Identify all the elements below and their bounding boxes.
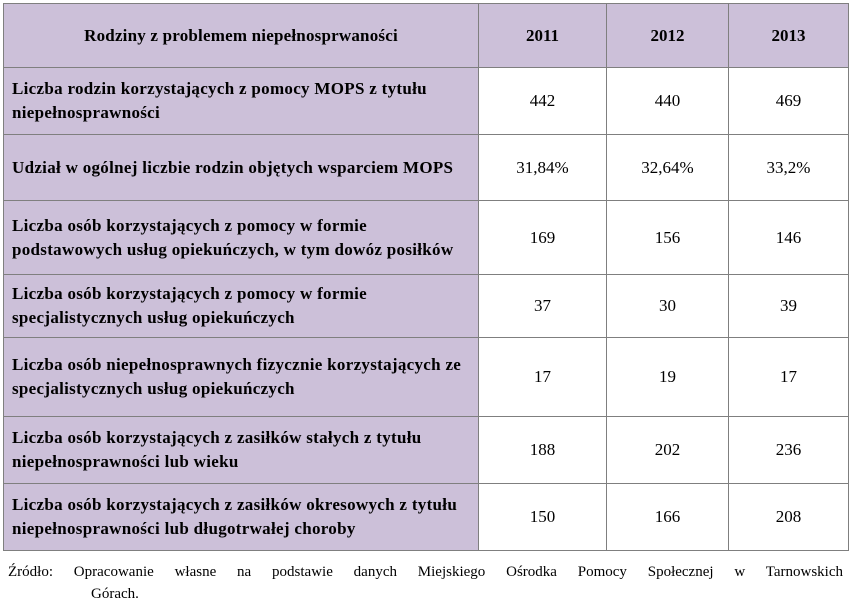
table-header-year: 2012 — [607, 4, 729, 68]
row-value: 442 — [479, 68, 607, 135]
table-header-row — [4, 4, 849, 68]
row-value: 156 — [607, 201, 729, 275]
row-label: Liczba osób korzystających z zasiłków okresowych z tytułu niepełnosprawności lub długotrwałej choroby — [4, 484, 479, 551]
disability-families-table — [3, 3, 849, 551]
row-value: 202 — [607, 417, 729, 484]
row-label: Liczba osób niepełnosprawnych fizycznie korzystających ze specjalistycznych usług opiekuńczych — [4, 338, 479, 417]
row-value: 236 — [729, 417, 849, 484]
row-value: 469 — [729, 68, 849, 135]
table-row — [4, 338, 849, 417]
table-row — [4, 417, 849, 484]
row-value: 166 — [607, 484, 729, 551]
table-row — [4, 275, 849, 338]
row-value: 17 — [729, 338, 849, 417]
row-label: Udział w ogólnej liczbie rodzin objętych wsparciem MOPS — [4, 135, 479, 201]
row-value: 150 — [479, 484, 607, 551]
table-header-year: 2013 — [729, 4, 849, 68]
table-row — [4, 201, 849, 275]
row-label: Liczba osób korzystających z pomocy w formie specjalistycznych usług opiekuńczych — [4, 275, 479, 338]
table-header-label: Rodziny z problemem niepełnosprwaności — [4, 4, 479, 68]
row-label: Liczba rodzin korzystających z pomocy MOPS z tytułu niepełnosprawności — [4, 68, 479, 135]
source-note-line: Górach. — [91, 586, 139, 602]
table-row — [4, 135, 849, 201]
row-value: 39 — [729, 275, 849, 338]
row-value: 169 — [479, 201, 607, 275]
row-label: Liczba osób korzystających z zasiłków stałych z tytułu niepełnosprawności lub wieku — [4, 417, 479, 484]
table-row — [4, 484, 849, 551]
row-value: 188 — [479, 417, 607, 484]
row-value: 146 — [729, 201, 849, 275]
row-value: 32,64% — [607, 135, 729, 201]
row-value: 33,2% — [729, 135, 849, 201]
row-value: 208 — [729, 484, 849, 551]
row-value: 17 — [479, 338, 607, 417]
row-label: Liczba osób korzystających z pomocy w formie podstawowych usług opiekuńczych, w tym dowóz posiłków — [4, 201, 479, 275]
table-row — [4, 68, 849, 135]
row-value: 31,84% — [479, 135, 607, 201]
row-value: 30 — [607, 275, 729, 338]
row-value: 19 — [607, 338, 729, 417]
row-value: 37 — [479, 275, 607, 338]
row-value: 440 — [607, 68, 729, 135]
table-header-year: 2011 — [479, 4, 607, 68]
source-note — [8, 561, 843, 605]
source-note-line: Źródło: Opracowanie własne na podstawie danych Miejskiego Ośrodka Pomocy Społecznej w Tarnowskich — [8, 564, 843, 580]
